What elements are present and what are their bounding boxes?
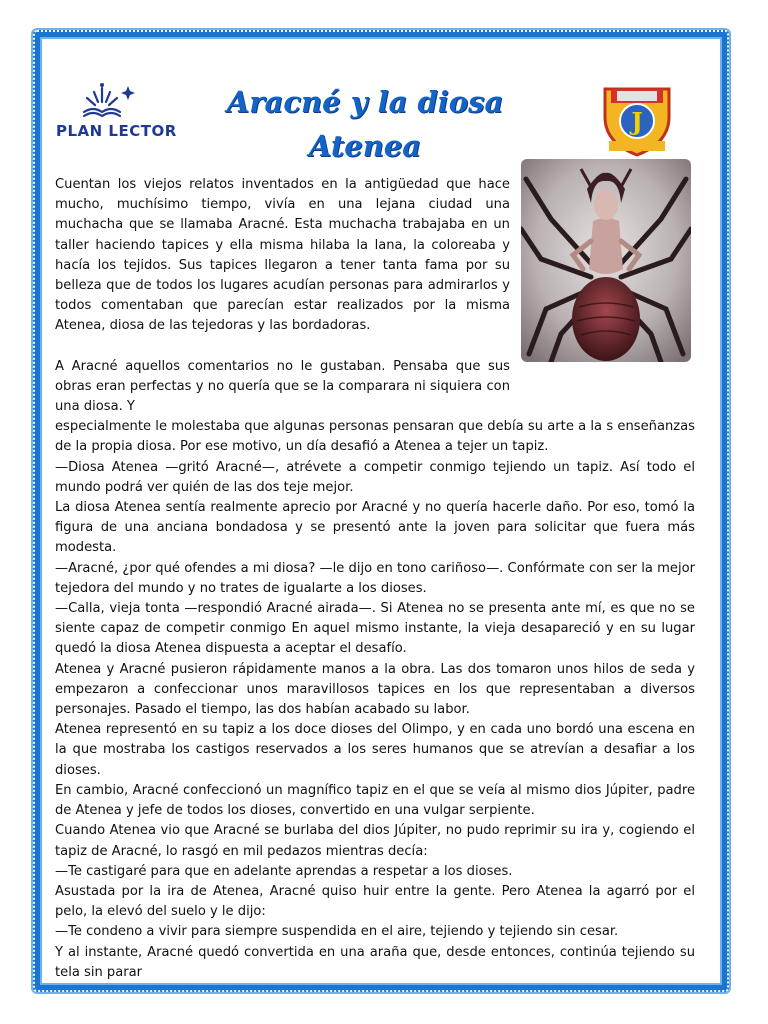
svg-text:J: J xyxy=(631,107,643,136)
page-title xyxy=(200,80,530,168)
paragraph-9: Atenea representó en su tapiz a los doce dioses del Olimpo, y en cada uno bordó una escena en la que mostraba los castigos reservados a los seres humanos que se atrevían a desafiar a los dioses. xyxy=(55,722,695,778)
paragraph-2: A Aracné aquellos comentarios no le gustaban. Pensaba que sus obras eran perfectas y no quería que se la comparara ni siquiera con una diosa. Y xyxy=(55,358,510,415)
title-line-2: Atenea xyxy=(308,129,422,163)
paragraph-12: —Te castigaré para que en adelante aprendas a respetar a los dioses. xyxy=(55,863,513,879)
paragraph-8: Atenea y Aracné pusieron rápidamente manos a la obra. Las dos tomaron unos hilos de seda y empezaron a confeccionar unos maravillosos tapices en los que representaban a diversos personajes. Pasado el tiempo, las dos habían acabado su labor. xyxy=(55,661,695,718)
paragraph-11: Cuando Atenea vio que Aracné se burlaba del dios Júpiter, no pudo reprimir su ira y, cogiendo el tapiz de Aracné, lo rasgó en mil pedazos mientras decía: xyxy=(55,823,695,859)
book-sparkle-icon xyxy=(54,82,158,124)
paragraph-6: —Aracné, ¿por qué ofendes a mi diosa? —le dijo en tono cariñoso—. Confórmate con ser la mejor tejedora del mundo y no trates de igualarte a los dioses. xyxy=(55,560,695,596)
paragraph-3: especialmente le molestaba que algunas personas pensaran que debía su arte a la s enseñanzas de la propia diosa. Por ese motivo, un día desafió a Atenea a tejer un tapiz. xyxy=(55,419,695,455)
school-crest xyxy=(597,81,677,159)
plan-lector-logo xyxy=(54,82,177,142)
title-line-1: Aracné y la diosa xyxy=(226,85,504,119)
paragraph-4: —Diosa Atenea —gritó Aracné—, atrévete a competir conmigo tejiendo un tapiz. Así todo el mundo podrá ver quién de las dos teje mejor. xyxy=(55,459,695,495)
paragraph-7: —Calla, vieja tonta —respondió Aracné airada—. Si Atenea no se presenta ante mí, es que no se siente capaz de competir conmigo En aquel mismo instante, la vieja desapareció y en su lugar quedó la diosa Atenea dispuesta a aceptar el desafío. xyxy=(55,601,695,657)
paragraph-14: —Te condeno a vivir para siempre suspendida en el aire, tejiendo y tejiendo sin cesar. xyxy=(55,924,619,940)
paragraph-10: En cambio, Aracné confeccionó un magnífico tapiz en el que se veía al mismo dios Júpiter, padre de Atenea y jefe de todos los dioses, convertido en una vulgar serpiente. xyxy=(55,782,695,819)
paragraph-15: Y al instante, Aracné quedó convertida en una araña que, desde entonces, continúa tejiendo su tela sin parar xyxy=(55,944,695,980)
story-text xyxy=(55,175,695,983)
paragraph-1: Cuentan los viejos relatos inventados en la antigüedad que hace mucho, muchísimo tiempo, vivía en una lejana ciudad una muchacha que se llamaba Aracné. Esta muchacha trabajaba en un taller haciendo tapices y ella misma hilaba la lana, la coloreaba y hacía los tejidos. Sus tapices llegaron a tener tanta fama por su belleza que de todos los lugares acudían personas para admirarlos y todos comentaban que parecían estar realizados por la misma Atenea, diosa de las tejedoras y las bordadoras. xyxy=(55,177,510,334)
paragraph-5: La diosa Atenea sentía realmente aprecio por Aracné y no quería hacerle daño. Por eso, tomó la figura de una anciana bondadosa y se presentó ante la joven para solicitar que fuera más modesta. xyxy=(55,500,695,556)
paragraph-13: Asustada por la ira de Atenea, Aracné quiso huir entre la gente. Pero Atenea la agarró por el pelo, la elevó del suelo y le dijo: xyxy=(55,883,695,920)
plan-lector-text: PLAN LECTOR xyxy=(56,122,177,140)
